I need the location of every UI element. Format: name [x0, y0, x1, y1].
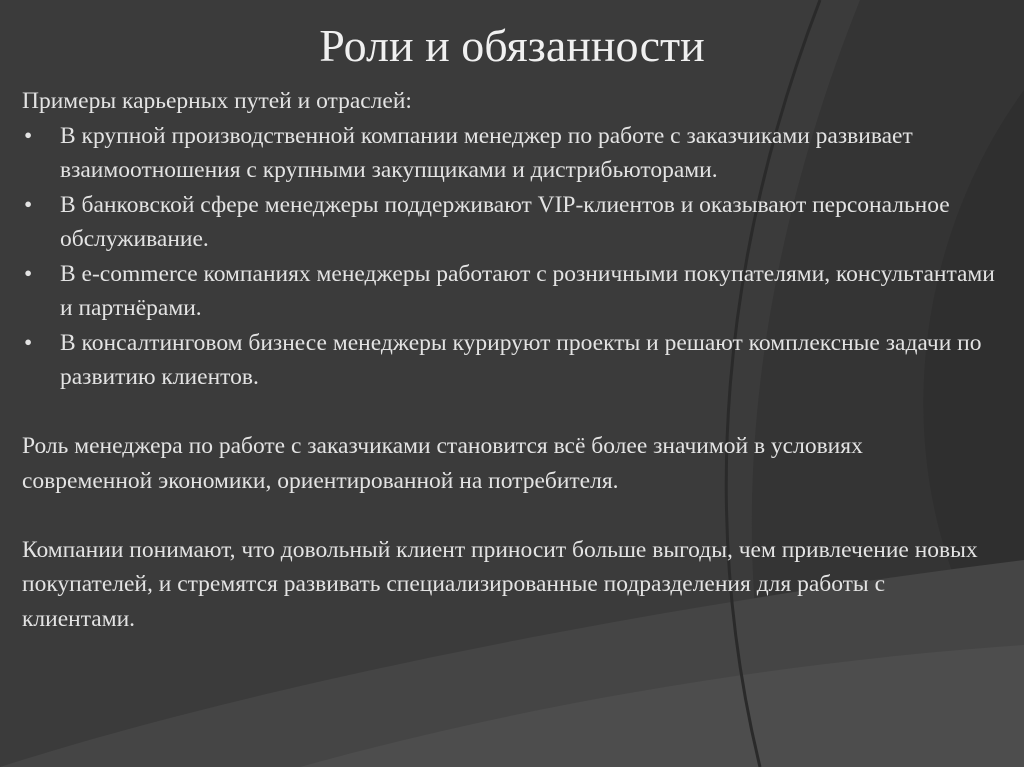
- list-item-text: В e-commerce компаниях менеджеры работают с розничными покупателями, консультантами и партнёрами.: [60, 260, 995, 321]
- intro-text: Примеры карьерных путей и отраслей:: [22, 88, 412, 114]
- list-item: [22, 188, 997, 257]
- bullet-icon: •: [24, 260, 33, 287]
- list-item-text: В консалтинговом бизнесе менеджеры курируют проекты и решают комплексные задачи по развитию клиентов.: [60, 329, 982, 390]
- list-item: [22, 257, 997, 326]
- slide-title: Роли и обязанности: [319, 20, 705, 71]
- bullet-icon: •: [24, 191, 33, 218]
- list-item: [22, 119, 997, 188]
- career-examples-list: [22, 119, 997, 395]
- paragraph-role-significance: Роль менеджера по работе с заказчиками становится всё более значимой в условиях современной экономики, ориентированной на потребителя.: [22, 433, 863, 494]
- bullet-icon: •: [24, 329, 33, 356]
- spacer: [22, 498, 997, 533]
- list-item: [22, 326, 997, 395]
- slide-body: [22, 84, 997, 636]
- paragraph-company-benefit: Компании понимают, что довольный клиент приносит больше выгоды, чем привлечение новых покупателей, и стремятся развивать специализированные подразделения для работы с клиентами.: [22, 536, 978, 632]
- list-item-text: В крупной производственной компании менеджер по работе с заказчиками развивает взаимоотношения с крупными закупщиками и дистрибьюторами.: [60, 122, 913, 183]
- bullet-icon: •: [24, 122, 33, 149]
- list-item-text: В банковской сфере менеджеры поддерживают VIP-клиентов и оказывают персональное обслуживание.: [60, 191, 950, 252]
- spacer: [22, 395, 997, 430]
